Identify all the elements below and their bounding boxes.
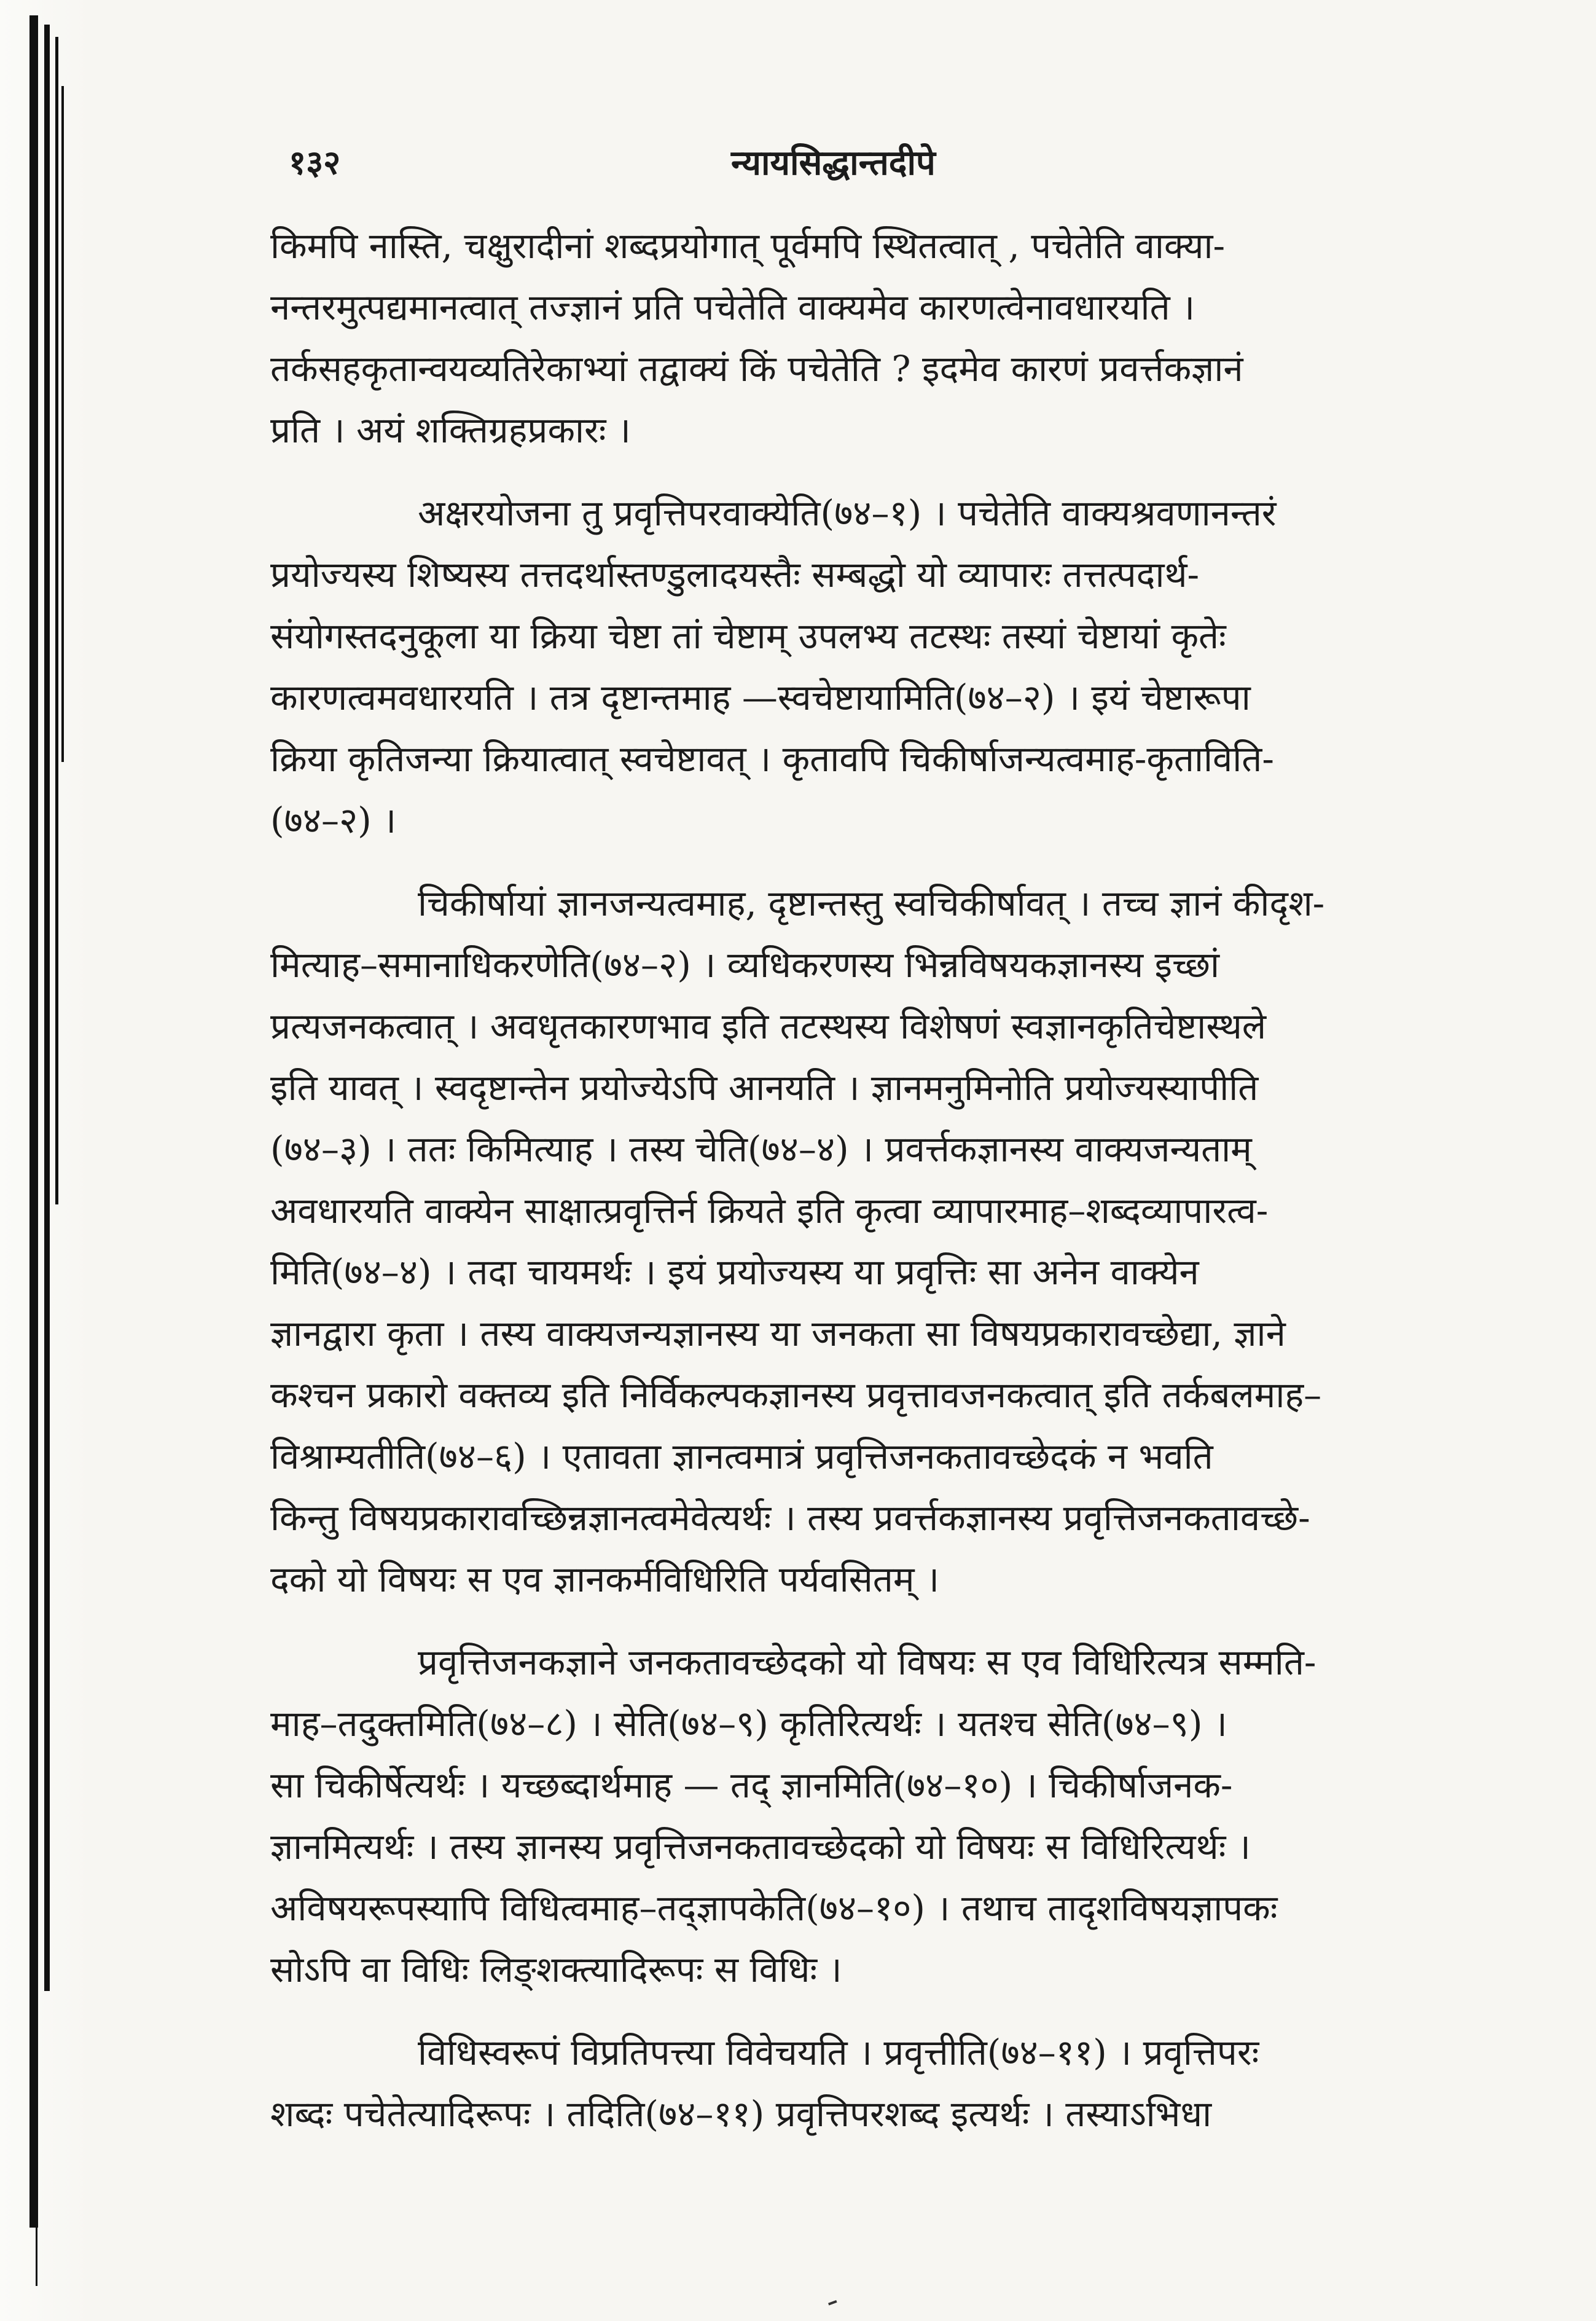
text-line: अक्षरयोजना तु प्रवृत्तिपरवाक्येति(७४–१) । पचेतेति वाक्यश्रवणानन्तरं: [418, 492, 1277, 534]
scan-speck: [828, 2300, 839, 2311]
text-line: कारणत्वमवधारयति । तत्र दृष्टान्तमाह —स्वचेष्टायामिति(७४–२) । इयं चेष्टारूपा: [270, 677, 1251, 718]
text-line: क्रिया कृतिजन्या क्रियात्वात् स्वचेष्टावत् । कृतावपि चिकीर्षाजन्यत्वमाह-कृताविति-: [270, 738, 1274, 780]
text-line: कश्चन प्रकारो वक्तव्य इति निर्विकल्पकज्ञानस्य प्रवृत्तावजनकत्वात् इति तर्कबलमाह–: [270, 1374, 1322, 1416]
text-line: नन्तरमुत्पद्यमानत्वात् तज्ज्ञानं प्रति पचेतेति वाक्यमेव कारणत्वेनावधारयति ।: [270, 286, 1195, 328]
text-line: दको यो विषयः स एव ज्ञानकर्मविधिरिति पर्यवसितम् ।: [270, 1558, 939, 1600]
binding-shadow-line: [36, 2102, 37, 2286]
text-line: संयोगस्तदनुकूला या क्रिया चेष्टा तां चेष्टाम् उपलभ्य तटस्थः तस्यां चेष्टायां कृतेः: [270, 615, 1226, 657]
binding-shadow-line: [44, 25, 50, 1991]
text-line: तर्कसहकृतान्वयव्यतिरेकाभ्यां तद्वाक्यं किं पचेतेति ? इदमेव कारणं प्रवर्त्तकज्ञानं: [270, 348, 1243, 390]
text-line: अवधारयति वाक्येन साक्षात्प्रवृत्तिर्न क्रियते इति कृत्वा व्यापारमाह–शब्दव्यापारत्व-: [270, 1190, 1269, 1231]
text-line: मित्याह–समानाधिकरणेति(७४–२) । व्यधिकरणस्य भिन्नविषयकज्ञानस्य इच्छां: [270, 944, 1220, 986]
text-line: किन्तु विषयप्रकारावच्छिन्नज्ञानत्वमेवेत्यर्थः । तस्य प्रवर्त्तकज्ञानस्य प्रवृत्तिजनकतावच्छे-: [270, 1497, 1310, 1539]
text-line: सा चिकीर्षेत्यर्थः । यच्छब्दार्थमाह — तद् ज्ञानमिति(७४–१०) । चिकीर्षाजनक-: [270, 1764, 1233, 1806]
text-line: प्रवृत्तिजनकज्ञाने जनकतावच्छेदको यो विषयः स एव विधिरित्यत्र सम्मति-: [418, 1641, 1316, 1683]
text-line: (७४–२) ।: [270, 799, 397, 841]
text-line: इति यावत् । स्वदृष्टान्तेन प्रयोज्येऽपि आनयति । ज्ञानमनुमिनोति प्रयोज्यस्यापीति: [270, 1067, 1259, 1109]
text-line: ज्ञानद्वारा कृता । तस्य वाक्यजन्यज्ञानस्य या जनकता सा विषयप्रकारावच्छेद्या, ज्ञाने: [270, 1313, 1286, 1354]
text-line: माह–तदुक्तमिति(७४–८) । सेति(७४–९) कृतिरित्यर्थः । यतश्च सेति(७४–९) ।: [270, 1703, 1227, 1745]
text-line: प्रत्यजनकत्वात् । अवधृतकारणभाव इति तटस्थस्य विशेषणं स्वज्ञानकृतिचेष्टास्थले: [270, 1005, 1267, 1047]
binding-shadow-line: [29, 15, 38, 2228]
paragraph: [270, 873, 1456, 1610]
text-line: अविषयरूपस्यापि विधित्वमाह–तद्ज्ञापकेति(७४–१०) । तथाच तादृशविषयज्ञापकः: [270, 1887, 1278, 1929]
text-line: मिति(७४–४) । तदा चायमर्थः । इयं प्रयोज्यस्य या प्रवृत्तिः सा अनेन वाक्येन: [270, 1251, 1199, 1293]
text-line: प्रयोज्यस्य शिष्यस्य तत्तदर्थास्तण्डुलादयस्तैः सम्बद्धो यो व्यापारः तत्तत्पदार्थ-: [270, 554, 1200, 595]
running-title: न्यायसिद्धान्तदीपे: [731, 143, 936, 183]
page-number: १३२: [289, 143, 341, 182]
paragraph: [270, 1632, 1456, 2000]
text-line: सोऽपि वा विधिः लिङ्शक्त्यादिरूपः स विधिः ।: [270, 1949, 842, 1990]
body-text: [270, 215, 1456, 2166]
paragraph: [270, 215, 1456, 461]
text-line: प्रति । अयं शक्तिग्रहप्रकारः ।: [270, 409, 631, 451]
paragraph: [270, 482, 1456, 851]
scan-binding-edge: [0, 0, 92, 2321]
text-line: विधिस्वरूपं विप्रतिपत्त्या विवेचयति । प्रवृत्तीति(७४–११) । प्रवृत्तिपरः: [418, 2032, 1259, 2073]
text-line: शब्दः पचेतेत्यादिरूपः । तदिति(७४–११) प्रवृत्तिपरशब्द इत्यर्थः । तस्याऽभिधा: [270, 2093, 1212, 2135]
text-line: किमपि नास्ति, चक्षुरादीनां शब्दप्रयोगात् पूर्वमपि स्थितत्वात् , पचेतेति वाक्या-: [270, 225, 1226, 267]
text-line: चिकीर्षायां ज्ञानजन्यत्वमाह, दृष्टान्तस्तु स्वचिकीर्षावत् । तच्च ज्ञानं कीदृश-: [418, 882, 1325, 924]
text-line: (७४–३) । ततः किमित्याह । तस्य चेति(७४–४) । प्रवर्त्तकज्ञानस्य वाक्यजन्यताम्: [270, 1128, 1252, 1170]
binding-shadow-line: [55, 37, 58, 1204]
text-line: ज्ञानमित्यर्थः । तस्य ज्ञानस्य प्रवृत्तिजनकतावच्छेदको यो विषयः स विधिरित्यर्थः ।: [270, 1826, 1251, 1867]
text-line: विश्राम्यतीति(७४–६) । एतावता ज्ञानत्वमात्रं प्रवृत्तिजनकतावच्छेदकं न भवति: [270, 1435, 1213, 1477]
paragraph: [270, 2022, 1456, 2145]
binding-shadow-line: [61, 86, 64, 762]
